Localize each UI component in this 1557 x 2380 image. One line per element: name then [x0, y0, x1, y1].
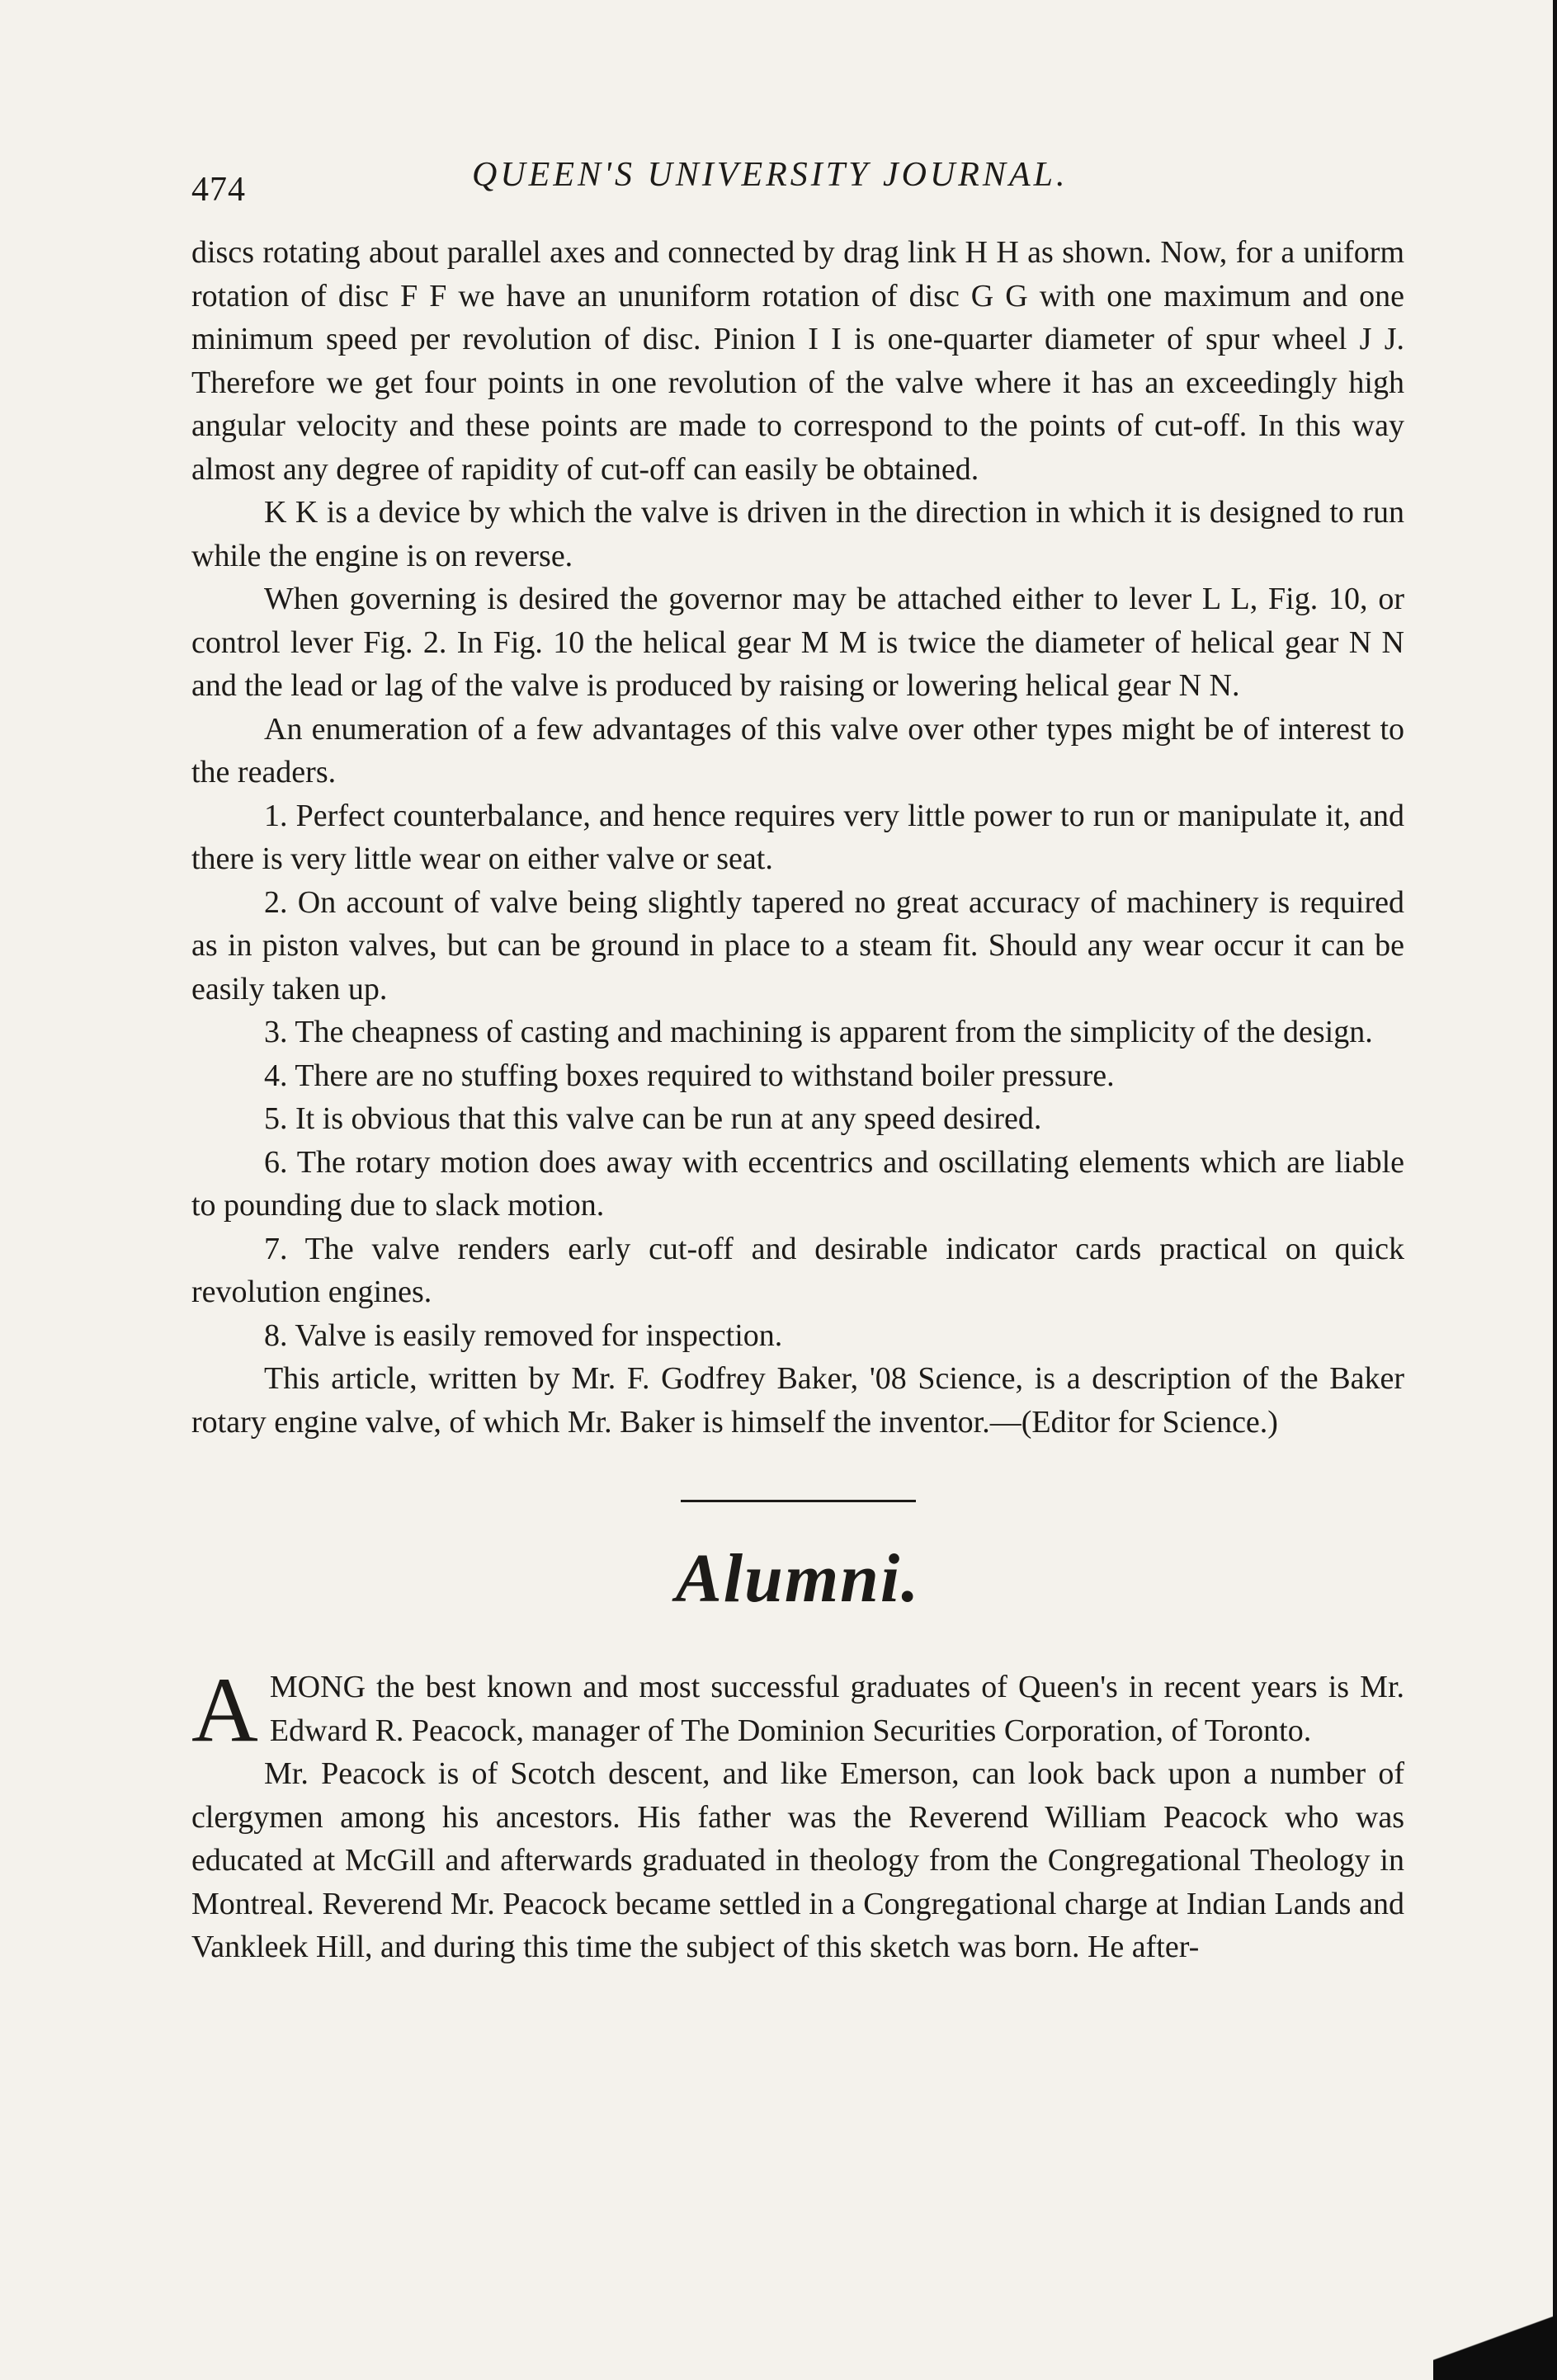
advantage-item: 2. On account of valve being slightly tapered no great accuracy of machinery is required as in piston valves, but can be ground in place to a steam fit. Should any wear occur it can be easily taken up. [191, 884, 1404, 1006]
alumni-body [191, 1659, 1404, 1969]
article-paragraph: K K is a device by which the valve is driven in the direction in which it is designed to run while the engine is on reverse. [191, 495, 1404, 573]
page-edge-shadow [1553, 0, 1557, 2380]
scan-corner-shadow [1433, 2306, 1557, 2380]
alumni-lead-text: MONG the best known and most successful graduates of Queen's in recent years is Mr. Edward R. Peacock, manager of The Dominion Securities Corporation, of Toronto. [269, 1670, 1404, 1748]
advantage-item: 8. Valve is easily removed for inspection. [264, 1317, 783, 1353]
alumni-lead-paragraph [191, 1659, 1404, 1761]
section-divider [681, 1500, 916, 1502]
article-paragraph: An enumeration of a few advantages of this valve over other types might be of interest to the readers. [191, 711, 1404, 789]
advantage-item: 5. It is obvious that this valve can be run at any speed desired. [264, 1101, 1042, 1136]
advantage-item: 3. The cheapness of casting and machining is apparent from the simplicity of the design. [264, 1015, 1373, 1049]
running-head: QUEEN'S UNIVERSITY JOURNAL. [472, 156, 1069, 194]
drop-cap: A [191, 1659, 258, 1761]
advantage-item: 4. There are no stuffing boxes required to withstand boiler pressure. [264, 1058, 1115, 1093]
alumni-paragraph: Mr. Peacock is of Scotch descent, and like Emerson, can look back upon a number of clergymen among his ancestors. His father was the Reverend William Peacock who was educated at McGill and afterwards graduated in theology from the Congregational Theology in Montreal. Reverend Mr. Peacock became settled in a Congregational charge at Indian Lands and Vankleek Hill, and during this time the subject of this sketch was born. He after- [191, 1756, 1404, 1964]
article-body [191, 231, 1404, 1444]
page-number: 474 [191, 171, 246, 209]
advantage-item: 7. The valve renders early cut-off and desirable indicator cards practical on quick revolution engines. [191, 1231, 1404, 1309]
article-paragraph: When governing is desired the governor may be attached either to lever L L, Fig. 10, or control lever Fig. 2. In Fig. 10 the helical gear M M is twice the diameter of helical gear N N and the lead or lag of the valve is produced by raising or lowering helical gear N N. [191, 582, 1404, 703]
journal-page [191, 140, 1404, 1969]
section-heading-alumni: Alumni. [675, 1540, 921, 1617]
advantage-item: 1. Perfect counterbalance, and hence requires very little power to run or manipulate it, and there is very little wear on either valve or seat. [191, 798, 1404, 876]
page-header [191, 140, 1404, 214]
editor-note: This article, written by Mr. F. Godfrey Baker, '08 Science, is a description of the Baker rotary engine valve, of which Mr. Baker is himself the inventor.—(Editor for Science.) [191, 1361, 1404, 1440]
advantage-item: 6. The rotary motion does away with eccentrics and oscillating elements which are liable to pounding due to slack motion. [191, 1144, 1404, 1223]
article-paragraph: discs rotating about parallel axes and connected by drag link H H as shown. Now, for a uniform rotation of disc F F we have an ununiform rotation of disc G G with one maximum and one minimum speed per revolution of disc. Pinion I I is one-quarter diameter of spur wheel J J. Therefore we get four points in one revolution of the valve where it has an exceedingly high angular velocity and these points are made to correspond to the points of cut-off. In this way almost any degree of rapidity of cut-off can easily be obtained. [191, 235, 1404, 487]
